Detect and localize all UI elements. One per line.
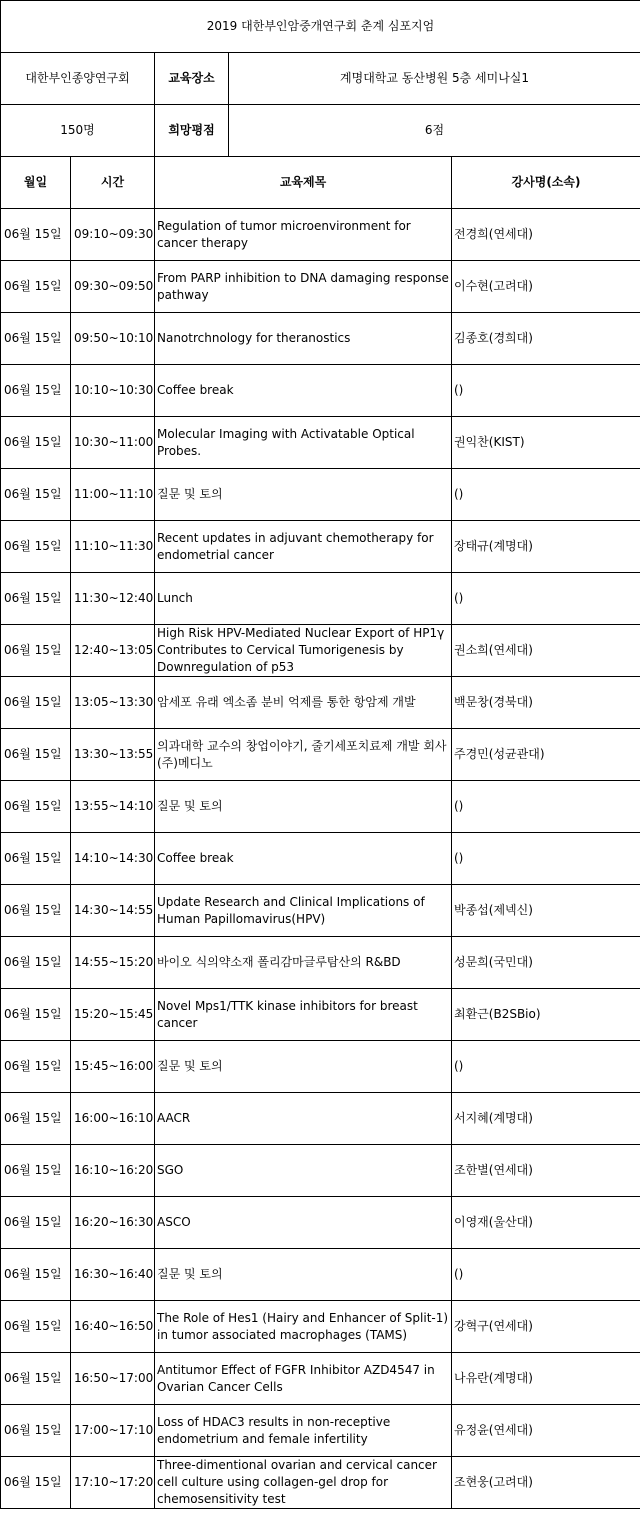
- table-row: [1, 1301, 640, 1353]
- row-time: 14:55~15:20: [71, 937, 155, 989]
- row-time: 17:00~17:10: [71, 1405, 155, 1457]
- row-topic: 바이오 식의약소재 폴리감마글루탐산의 R&BD: [155, 937, 452, 989]
- row-date: 06월 15일: [1, 1093, 71, 1145]
- row-time: 16:30~16:40: [71, 1249, 155, 1301]
- row-date: 06월 15일: [1, 417, 71, 469]
- row-speaker: 조현웅(고려대): [452, 1457, 640, 1509]
- row-time: 15:20~15:45: [71, 989, 155, 1041]
- place-label: 교육장소: [155, 53, 229, 105]
- table-row: [1, 417, 640, 469]
- row-date: 06월 15일: [1, 1405, 71, 1457]
- table-row: [1, 365, 640, 417]
- row-time: 11:30~12:40: [71, 573, 155, 625]
- row-time: 16:50~17:00: [71, 1353, 155, 1405]
- row-speaker: (): [452, 1249, 640, 1301]
- row-topic: 질문 및 토의: [155, 1041, 452, 1093]
- row-topic: 질문 및 토의: [155, 1249, 452, 1301]
- table-row: [1, 937, 640, 989]
- row-topic: Coffee break: [155, 365, 452, 417]
- table-row: [1, 209, 640, 261]
- row-speaker: 주경민(성균관대): [452, 729, 640, 781]
- table-row: [1, 677, 640, 729]
- row-speaker: 김종호(경희대): [452, 313, 640, 365]
- header-speaker: 강사명(소속): [452, 157, 640, 209]
- row-time: 12:40~13:05: [71, 625, 155, 677]
- table-row: [1, 521, 640, 573]
- row-speaker: 조한별(연세대): [452, 1145, 640, 1197]
- table-row: [1, 1197, 640, 1249]
- row-time: 09:30~09:50: [71, 261, 155, 313]
- row-time: 13:30~13:55: [71, 729, 155, 781]
- row-date: 06월 15일: [1, 261, 71, 313]
- row-speaker: (): [452, 365, 640, 417]
- row-topic: Loss of HDAC3 results in non-receptive endometrium and female infertility: [155, 1405, 452, 1457]
- row-date: 06월 15일: [1, 1249, 71, 1301]
- row-speaker: 성문희(국민대): [452, 937, 640, 989]
- row-speaker: 나유란(계명대): [452, 1353, 640, 1405]
- row-date: 06월 15일: [1, 833, 71, 885]
- row-speaker: 이수현(고려대): [452, 261, 640, 313]
- row-time: 16:20~16:30: [71, 1197, 155, 1249]
- row-topic: SGO: [155, 1145, 452, 1197]
- row-time: 09:10~09:30: [71, 209, 155, 261]
- row-date: 06월 15일: [1, 1457, 71, 1509]
- row-topic: Recent updates in adjuvant chemotherapy for endometrial cancer: [155, 521, 452, 573]
- row-date: 06월 15일: [1, 1197, 71, 1249]
- row-topic: AACR: [155, 1093, 452, 1145]
- row-topic: From PARP inhibition to DNA damaging response pathway: [155, 261, 452, 313]
- row-date: 06월 15일: [1, 313, 71, 365]
- row-speaker: 박종섭(제넥신): [452, 885, 640, 937]
- table-row: [1, 885, 640, 937]
- row-time: 14:10~14:30: [71, 833, 155, 885]
- row-time: 11:10~11:30: [71, 521, 155, 573]
- row-topic: Three-dimentional ovarian and cervical cancer cell culture using collagen-gel drop for chemosensitivity test: [155, 1457, 452, 1509]
- row-date: 06월 15일: [1, 729, 71, 781]
- row-speaker: (): [452, 1041, 640, 1093]
- row-date: 06월 15일: [1, 1301, 71, 1353]
- row-topic: 암세포 유래 엑소좀 분비 억제를 통한 항암제 개발: [155, 677, 452, 729]
- table-row: [1, 625, 640, 677]
- row-date: 06월 15일: [1, 781, 71, 833]
- row-speaker: 권익찬(KIST): [452, 417, 640, 469]
- score-value: 6점: [229, 105, 640, 157]
- row-time: 15:45~16:00: [71, 1041, 155, 1093]
- row-time: 17:10~17:20: [71, 1457, 155, 1509]
- row-time: 16:00~16:10: [71, 1093, 155, 1145]
- row-speaker: 최환근(B2SBio): [452, 989, 640, 1041]
- table-row: [1, 833, 640, 885]
- row-date: 06월 15일: [1, 1041, 71, 1093]
- row-topic: Regulation of tumor microenvironment for cancer therapy: [155, 209, 452, 261]
- row-speaker: (): [452, 573, 640, 625]
- row-date: 06월 15일: [1, 677, 71, 729]
- header-topic: 교육제목: [155, 157, 452, 209]
- row-speaker: (): [452, 833, 640, 885]
- row-topic: Update Research and Clinical Implications of Human Papillomavirus(HPV): [155, 885, 452, 937]
- table-row: [1, 469, 640, 521]
- row-time: 16:10~16:20: [71, 1145, 155, 1197]
- row-date: 06월 15일: [1, 365, 71, 417]
- row-time: 10:10~10:30: [71, 365, 155, 417]
- row-date: 06월 15일: [1, 937, 71, 989]
- table-row: [1, 1145, 640, 1197]
- row-topic: Molecular Imaging with Activatable Optical Probes.: [155, 417, 452, 469]
- row-time: 10:30~11:00: [71, 417, 155, 469]
- page-title: 2019 대한부인암중개연구회 춘계 심포지엄: [1, 1, 640, 53]
- row-time: 13:55~14:10: [71, 781, 155, 833]
- row-date: 06월 15일: [1, 885, 71, 937]
- row-topic: Novel Mps1/TTK kinase inhibitors for breast cancer: [155, 989, 452, 1041]
- table-row: [1, 261, 640, 313]
- table-row: [1, 989, 640, 1041]
- org-name: 대한부인종양연구회: [1, 53, 155, 105]
- row-time: 14:30~14:55: [71, 885, 155, 937]
- row-speaker: 전경희(연세대): [452, 209, 640, 261]
- row-time: 13:05~13:30: [71, 677, 155, 729]
- row-topic: 질문 및 토의: [155, 469, 452, 521]
- row-date: 06월 15일: [1, 469, 71, 521]
- score-label: 희망평점: [155, 105, 229, 157]
- row-date: 06월 15일: [1, 573, 71, 625]
- table-row: [1, 313, 640, 365]
- row-topic: ASCO: [155, 1197, 452, 1249]
- row-topic: Nanotrchnology for theranostics: [155, 313, 452, 365]
- row-time: 11:00~11:10: [71, 469, 155, 521]
- row-topic: Antitumor Effect of FGFR Inhibitor AZD4547 in Ovarian Cancer Cells: [155, 1353, 452, 1405]
- row-topic: The Role of Hes1 (Hairy and Enhancer of Split-1) in tumor associated macrophages (TAMS): [155, 1301, 452, 1353]
- row-speaker: (): [452, 781, 640, 833]
- row-speaker: 서지혜(계명대): [452, 1093, 640, 1145]
- table-row: [1, 1405, 640, 1457]
- row-speaker: 이영재(울산대): [452, 1197, 640, 1249]
- header-date: 월일: [1, 157, 71, 209]
- row-topic: Lunch: [155, 573, 452, 625]
- header-time: 시간: [71, 157, 155, 209]
- table-row: [1, 781, 640, 833]
- table-row: [1, 1041, 640, 1093]
- table-row: [1, 729, 640, 781]
- row-date: 06월 15일: [1, 1145, 71, 1197]
- row-topic: 의과대학 교수의 창업이야기, 줄기세포치료제 개발 회사 (주)메디노: [155, 729, 452, 781]
- row-time: 09:50~10:10: [71, 313, 155, 365]
- place-value: 계명대학교 동산병원 5층 세미나실1: [229, 53, 640, 105]
- row-topic: High Risk HPV-Mediated Nuclear Export of HP1γ Contributes to Cervical Tumorigenesis by Downregulation of p53: [155, 625, 452, 677]
- row-date: 06월 15일: [1, 625, 71, 677]
- row-topic: Coffee break: [155, 833, 452, 885]
- table-row: [1, 1093, 640, 1145]
- row-time: 16:40~16:50: [71, 1301, 155, 1353]
- table-row: [1, 573, 640, 625]
- row-date: 06월 15일: [1, 1353, 71, 1405]
- row-date: 06월 15일: [1, 521, 71, 573]
- row-speaker: 유정윤(연세대): [452, 1405, 640, 1457]
- row-speaker: (): [452, 469, 640, 521]
- row-speaker: 장태규(계명대): [452, 521, 640, 573]
- row-date: 06월 15일: [1, 209, 71, 261]
- row-speaker: 강혁구(연세대): [452, 1301, 640, 1353]
- table-row: [1, 1353, 640, 1405]
- row-speaker: 백문창(경북대): [452, 677, 640, 729]
- row-date: 06월 15일: [1, 989, 71, 1041]
- row-speaker: 권소희(연세대): [452, 625, 640, 677]
- row-topic: 질문 및 토의: [155, 781, 452, 833]
- table-row: [1, 1249, 640, 1301]
- table-row: [1, 1457, 640, 1509]
- capacity-value: 150명: [1, 105, 155, 157]
